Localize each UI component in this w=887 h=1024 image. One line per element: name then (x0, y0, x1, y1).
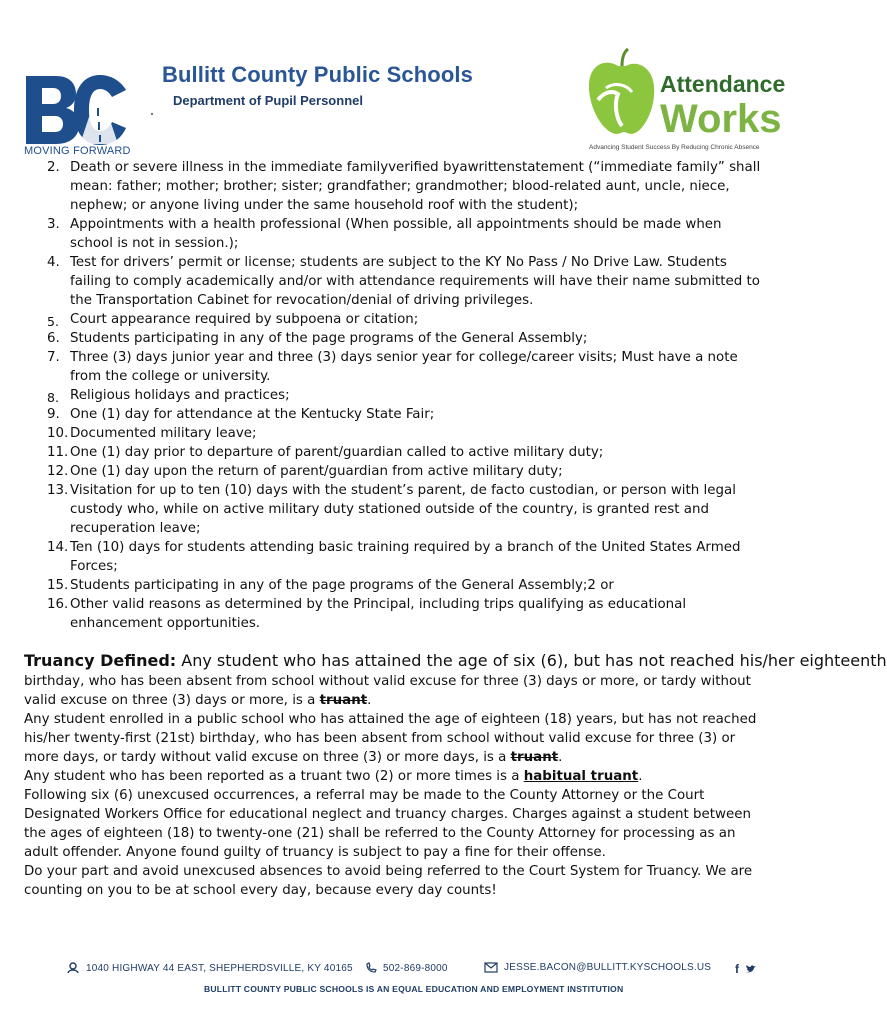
phone-icon (365, 962, 377, 974)
list-number: 3. (47, 217, 60, 232)
list-text: Religious holidays and practices; (70, 388, 290, 403)
list-text: Students participating in any of the page programs of the General Assembly; (70, 331, 588, 346)
department-name: Department of Pupil Personnel (173, 93, 363, 108)
list-number: 5. (47, 314, 59, 329)
truancy-paragraph-2 (0, 710, 791, 767)
list-text: Three (3) days junior year and three (3) days senior year for college/career visits; Must have a note from the college or university. (70, 350, 738, 384)
list-text: One (1) day for attendance at the Kentucky State Fair; (70, 407, 435, 422)
document-body (0, 158, 887, 900)
list-item (0, 310, 791, 329)
org-name: Bullitt County Public Schools (162, 62, 473, 87)
list-item (0, 576, 791, 595)
habitual-truant-term: habitual truant (523, 769, 639, 784)
envelope-icon (484, 962, 498, 973)
list-number: 10. (47, 426, 69, 441)
footer (0, 958, 791, 998)
list-item (0, 253, 791, 310)
paragraph-text: Any student enrolled in a public school who has attained the age of eighteen (18) years, but has not reached his/her twenty-first (21st) birthday, who has been absent from school without valid excuse for three (3) or more days, or tardy without valid excuse on three (3) or more days, is a (24, 712, 757, 765)
truancy-paragraph-1 (0, 672, 791, 710)
truancy-heading (0, 651, 887, 672)
footer-email[interactable] (484, 962, 711, 973)
twitter-icon[interactable] (745, 964, 757, 974)
list-text: One (1) day prior to departure of parent/guardian called to active military duty; (70, 445, 604, 460)
list-text: One (1) day upon the return of parent/guardian from active military duty; (70, 464, 563, 479)
list-number: 12. (47, 464, 69, 479)
address-text: 1040 HIGHWAY 44 EAST, SHEPHERDSVILLE, KY 40165 (86, 962, 353, 974)
list-text: Death or severe illness in the immediate familyverified byawrittenstatement (“immediate family” shall mean: father; mother; brother; sister; grandfather; grandmother; blood-related aunt, uncle, niece, nephew; or anyone living under the same household roof with the student); (70, 160, 761, 213)
facebook-icon[interactable]: f (735, 962, 740, 976)
aw-tagline: Advancing Student Success By Reducing Chronic Absence (589, 144, 760, 151)
equal-opportunity-statement: BULLITT COUNTY PUBLIC SCHOOLS IS AN EQUAL EDUCATION AND EMPLOYMENT INSTITUTION (204, 984, 624, 994)
list-item (0, 538, 791, 576)
list-text: Documented military leave; (70, 426, 257, 441)
aw-wordmark-works: Works (660, 97, 782, 141)
phone-text: 502-869-8000 (383, 962, 448, 974)
location-icon (66, 962, 80, 974)
list-text: Test for drivers’ permit or license; students are subject to the KY No Pass / No Drive Law. Students failing to comply academically and/or with attendance requirements will have their name submitted to the Transportation Cabinet for revocation/denial of driving privileges. (70, 255, 760, 308)
bc-tagline: MOVING FORWARD (24, 145, 131, 157)
referral-paragraph: Following six (6) unexcused occurrences, a referral may be made to the County Attorney or the Court Designated Workers Office for educational neglect and truancy charges. Charges against a student between the ages of eighteen (18) to twenty-one (21) shall be referred to the County Attorney for processing as an adult offender. Anyone found guilty of truancy is subject to pay a fine for their offense. (24, 788, 751, 860)
list-number: 15. (47, 578, 69, 593)
footer-address (66, 962, 353, 974)
footer-social[interactable] (735, 962, 757, 976)
list-item (0, 348, 791, 386)
habitual-truant-paragraph (0, 767, 791, 786)
list-number: 4. (47, 255, 60, 270)
list-number: 13. (47, 483, 69, 498)
list-number: 7. (47, 350, 60, 365)
truant-term: truant (319, 693, 368, 708)
closing-paragraph: Do your part and avoid unexcused absences to avoid being referred to the Court System for Truancy. We are counting on you to be at school every day, because every day counts! (24, 864, 753, 898)
paragraph-end: . (638, 769, 643, 784)
list-number: 11. (47, 445, 69, 460)
list-text: Court appearance required by subpoena or citation; (70, 312, 419, 327)
decorative-dot (151, 113, 153, 115)
aw-wordmark-attendance: Attendance (660, 71, 786, 97)
list-number: 14. (47, 540, 69, 555)
attendance-works-logo (586, 48, 786, 156)
list-number: 8. (47, 390, 59, 405)
truant-term: truant (510, 750, 559, 765)
paragraph-text: Any student who has been reported as a truant two (2) or more times is a (24, 769, 524, 784)
list-item (0, 158, 791, 215)
footer-phone (365, 962, 448, 974)
list-item (0, 386, 791, 405)
list-item (0, 462, 791, 481)
list-text: Students participating in any of the page programs of the General Assembly;2 or (70, 578, 614, 593)
truancy-label: Truancy Defined: (24, 651, 177, 670)
email-text[interactable]: JESSE.BACON@BULLITT.KYSCHOOLS.US (504, 962, 712, 973)
list-item (0, 405, 791, 424)
list-text: Ten (10) days for students attending basic training required by a branch of the United States Armed Forces; (70, 540, 741, 574)
list-item (0, 329, 791, 348)
list-item (0, 215, 791, 253)
list-item (0, 424, 791, 443)
list-item (0, 443, 791, 462)
valid-excuse-list (0, 158, 791, 633)
paragraph-end: . (367, 693, 372, 708)
list-number: 6. (47, 331, 60, 346)
truancy-lead: Any student who has attained the age of six (6), but has not reached his/her eighteenth (176, 651, 887, 670)
list-text: Appointments with a health professional (When possible, all appointments should be made when school is not in session.); (70, 217, 722, 251)
paragraph-text: birthday, who has been absent from school without valid excuse for three (3) days or more, or tardy without valid excuse on three (3) days or more, is a (24, 674, 751, 708)
list-text: Visitation for up to ten (10) days with the student’s parent, de facto custodian, or person with legal custody who, while on active military duty stationed outside of the country, is granted rest and recuperation leave; (70, 483, 736, 536)
list-number: 16. (47, 597, 69, 612)
list-number: 9. (47, 407, 60, 422)
paragraph-end: . (558, 750, 563, 765)
list-text: Other valid reasons as determined by the Principal, including trips qualifying as educational enhancement opportunities. (70, 597, 687, 631)
list-number: 2. (47, 160, 60, 175)
letterhead (0, 0, 791, 160)
list-item (0, 595, 791, 633)
list-item (0, 481, 791, 538)
